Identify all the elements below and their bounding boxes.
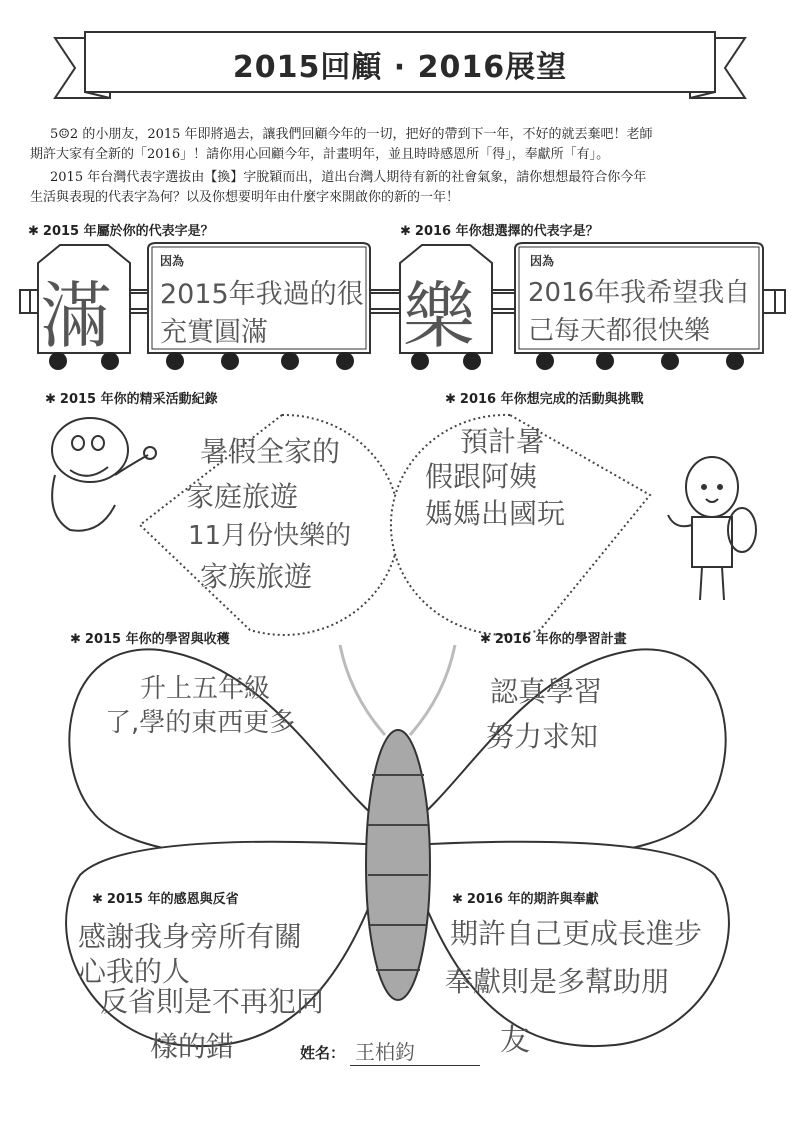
answer-expect-line1: 期許自己更成長進步 (450, 917, 703, 950)
name-label: 姓名： (300, 1044, 346, 1062)
intro-line-2: 期許大家有全新的「2016」！請你用心回顧今年，計畫明年，並且時時感恩所「得」，奉獻所「有」。 (30, 147, 610, 162)
answer-learning-line2: 了,學的東西更多 (105, 708, 296, 738)
section-learning-2015: ✱ 2015 年你的學習與收穫 (70, 632, 230, 647)
star-icon: ✱ (92, 892, 103, 907)
section-gratitude-2015: ✱ 2015 年的感恩與反省 (92, 892, 239, 907)
answer-reason-2016-line1: 2016年我希望我自 (528, 278, 751, 308)
section-word-2015: ✱ 2015 年屬於你的代表字是？ (28, 224, 214, 239)
star-icon: ✱ (480, 632, 491, 647)
answer-challenges-line2: 假跟阿姨 (425, 460, 538, 493)
name-value: 王柏鈞 (355, 1040, 415, 1064)
star-icon: ✱ (45, 392, 56, 407)
answer-reason-2015-line2: 充實圓滿 (160, 317, 268, 348)
answer-gratitude-line1: 感謝我身旁所有關 (78, 920, 303, 953)
star-icon: ✱ (445, 392, 456, 407)
answer-expect-line2: 奉獻則是多幫助朋 (445, 965, 670, 998)
answer-challenges-line3: 媽媽出國玩 (425, 497, 566, 530)
star-icon: ✱ (28, 224, 39, 239)
page-title: 2015回顧 · 2016展望 (232, 50, 568, 85)
answer-highlights-line1: 暑假全家的 (200, 435, 341, 468)
intro-line-4: 生活與表現的代表字為何？以及你想要明年由什麼字來開啟你的新的一年！ (30, 190, 460, 205)
answer-gratitude-line4: 樣的錯 (150, 1030, 235, 1063)
because-label-2015: 因為 (160, 254, 185, 268)
section-plan-2016: ✱ 2016 年你的學習計畫 (480, 632, 627, 647)
answer-highlights-line4: 家族旅遊 (200, 560, 313, 593)
because-label-2016: 因為 (530, 254, 555, 268)
star-icon: ✱ (400, 224, 411, 239)
answer-plan-line2: 努力求知 (486, 720, 599, 753)
section-expect-2016: ✱ 2016 年的期許與奉獻 (452, 892, 599, 907)
answer-learning-line1: 升上五年級 (140, 674, 271, 704)
answer-plan-line1: 認真學習 (490, 675, 603, 708)
answer-highlights-line3: 11月份快樂的 (188, 521, 352, 551)
answer-reason-2015-line1: 2015年我過的很 (160, 279, 364, 310)
answer-challenges-line1: 預計暑 (460, 425, 545, 458)
star-icon: ✱ (452, 892, 463, 907)
answer-highlights-line2: 家庭旅遊 (186, 480, 299, 513)
intro-line-3: 2015 年台灣代表字選拔由【換】字脫穎而出，道出台灣人期待有新的社會氣象，請你想想最符合你今年 (50, 170, 647, 185)
answer-gratitude-line3: 反省則是不再犯同 (100, 985, 325, 1018)
intro-line-1: 5☺2 的小朋友，2015 年即將過去，讓我們回顧今年的一切，把好的帶到下一年，不好的就丟棄吧！老師 (50, 127, 653, 142)
answer-word-2015: 滿 (40, 274, 113, 358)
section-word-2016: ✱ 2016 年你想選擇的代表字是？ (400, 224, 599, 239)
answer-gratitude-line2: 心我的人 (78, 955, 191, 988)
answer-word-2016: 樂 (403, 274, 476, 358)
star-icon: ✱ (70, 632, 81, 647)
answer-expect-line3: 友 (500, 1023, 530, 1058)
section-highlights-2015: ✱ 2015 年你的精采活動紀錄 (45, 392, 218, 407)
name-underline (350, 1065, 480, 1066)
answer-reason-2016-line2: 己每天都很快樂 (528, 316, 711, 346)
section-challenges-2016: ✱ 2016 年你想完成的活動與挑戰 (445, 392, 644, 407)
